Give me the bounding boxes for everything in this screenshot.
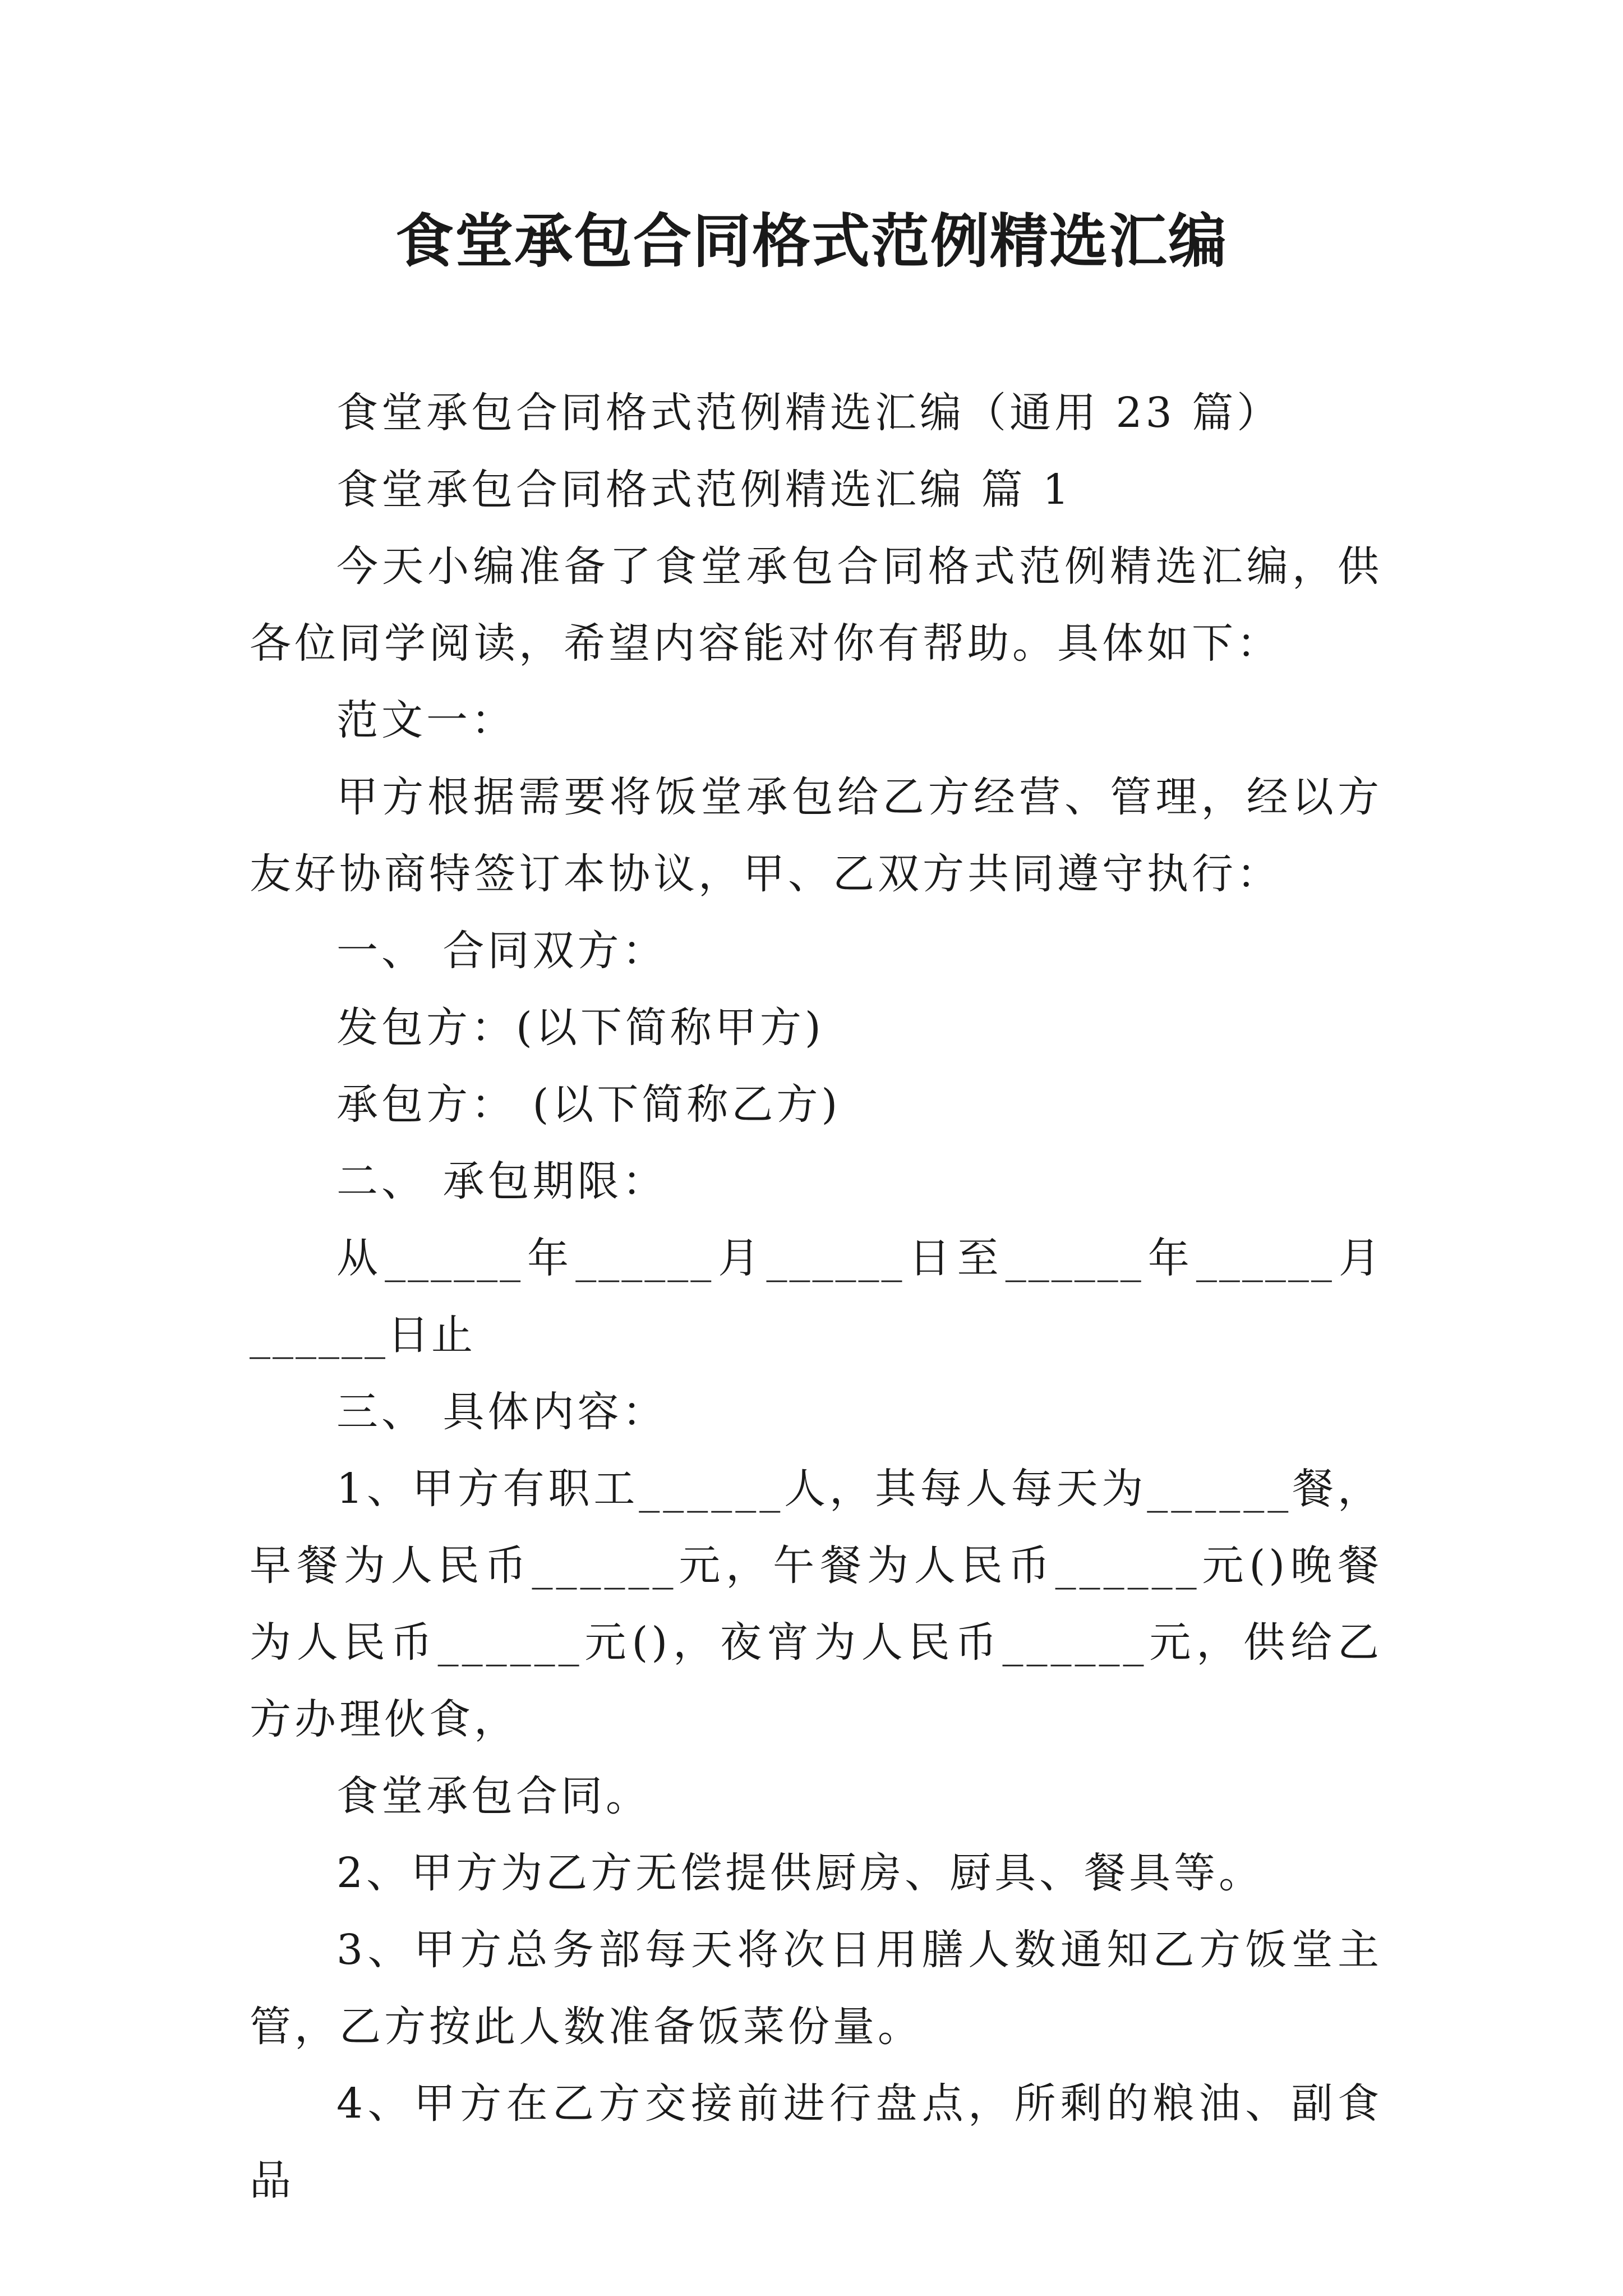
paragraph-clause-2-heading: 二、 承包期限： — [336, 1157, 667, 1205]
paragraph-item-3: 3、甲方总务部每天将次日用膳人数通知乙方饭堂主管，乙方按此人数准备饭菜份量。 — [250, 1926, 1382, 2051]
document-body — [250, 375, 1382, 2219]
paragraph-item-1: 1、甲方有职工______人，其每人每天为______餐，早餐为人民币______元，午餐为人民币______元()晚餐为人民币______元()，夜宵为人民币______元，供给乙方办理伙食， — [250, 1465, 1382, 1743]
paragraph-sample-label: 范文一： — [336, 696, 516, 744]
paragraph-party-b: 承包方： (以下简称乙方) — [336, 1080, 841, 1129]
paragraph-clause-3-heading: 三、 具体内容： — [336, 1388, 667, 1436]
paragraph-subtitle: 食堂承包合同格式范例精选汇编（通用 23 篇） — [336, 389, 1282, 437]
paragraph-preamble: 甲方根据需要将饭堂承包给乙方经营、管理，经以方友好协商特签订本协议，甲、乙双方共同遵守执行： — [250, 773, 1382, 898]
paragraph-clause-1-heading: 一、 合同双方： — [336, 927, 667, 975]
paragraph-item-2: 2、甲方为乙方无偿提供厨房、厨具、餐具等。 — [336, 1849, 1264, 1897]
document-title: 食堂承包合同格式范例精选汇编 — [395, 206, 1228, 275]
paragraph-item-1-continued: 食堂承包合同。 — [336, 1772, 651, 1820]
paragraph-term-dates: 从______年______月______日至______年______月______日止 — [250, 1234, 1382, 1359]
paragraph-party-a: 发包方：(以下简称甲方) — [336, 1004, 824, 1052]
paragraph-item-4: 4、甲方在乙方交接前进行盘点，所剩的粮油、副食品 — [250, 2079, 1382, 2205]
paragraph-intro: 今天小编准备了食堂承包合同格式范例精选汇编，供各位同学阅读，希望内容能对你有帮助。具体如下： — [250, 542, 1382, 668]
paragraph-section-heading: 食堂承包合同格式范例精选汇编 篇 1 — [336, 466, 1073, 514]
